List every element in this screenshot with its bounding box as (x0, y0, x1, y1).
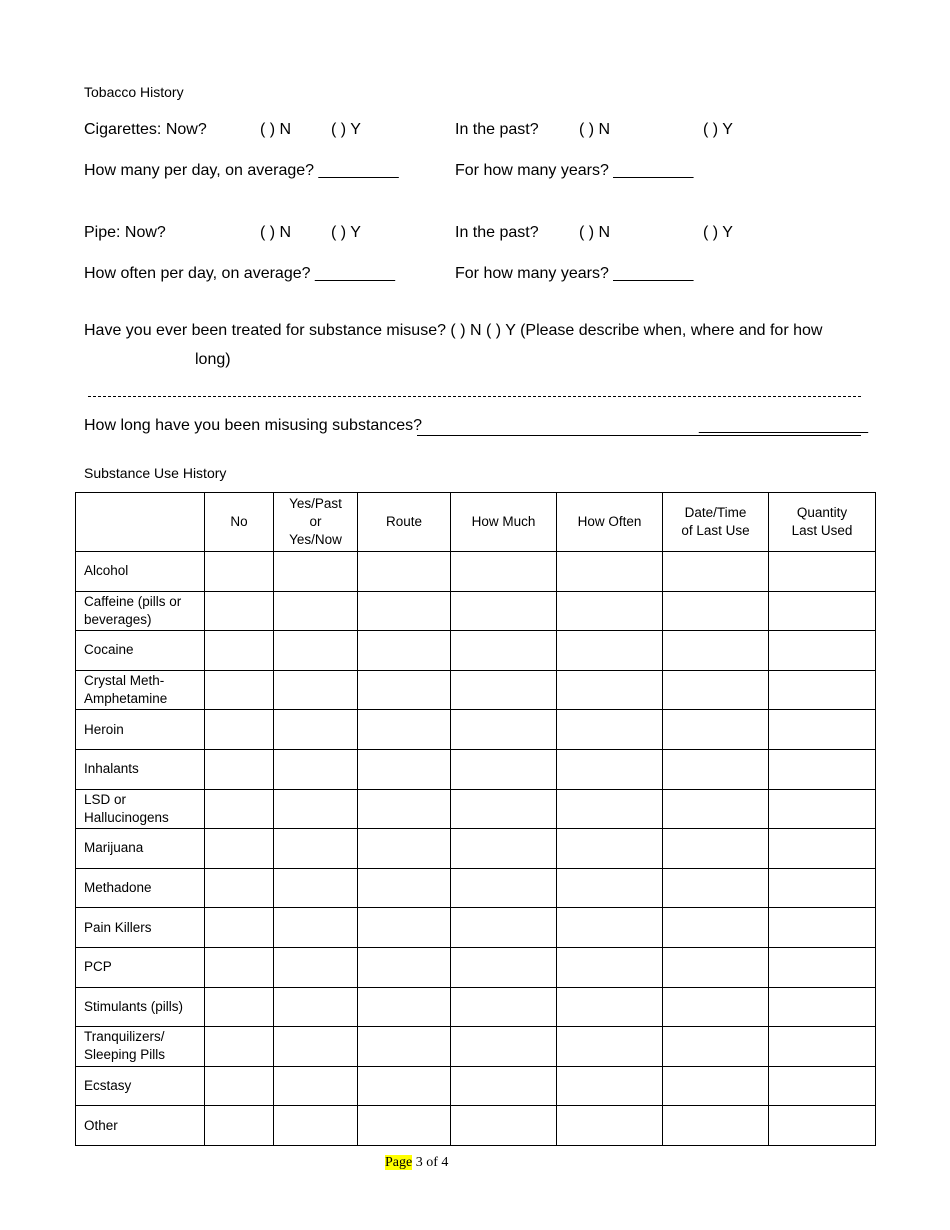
substance-cell[interactable] (358, 1106, 451, 1146)
substance-cell[interactable] (205, 789, 274, 829)
substance-cell[interactable] (274, 908, 358, 948)
substance-cell[interactable] (274, 1106, 358, 1146)
substance-cell[interactable] (663, 1027, 769, 1067)
treatment-answer-line[interactable] (88, 396, 861, 397)
substance-cell[interactable] (274, 789, 358, 829)
substance-cell[interactable] (274, 749, 358, 789)
substance-cell[interactable] (274, 947, 358, 987)
substance-cell[interactable] (274, 710, 358, 750)
substance-label: Stimulants (pills) (76, 987, 205, 1027)
substance-cell[interactable] (205, 1106, 274, 1146)
substance-cell[interactable] (557, 670, 663, 710)
substance-cell[interactable] (769, 710, 876, 750)
substance-cell[interactable] (205, 631, 274, 671)
substance-cell[interactable] (663, 1066, 769, 1106)
substance-label: Marijuana (76, 829, 205, 869)
substance-cell[interactable] (358, 789, 451, 829)
substance-cell[interactable] (358, 829, 451, 869)
misuse-duration-trailing: ___________________ (699, 417, 869, 434)
substance-cell[interactable] (557, 749, 663, 789)
substance-cell[interactable] (451, 987, 557, 1027)
substance-cell[interactable] (769, 829, 876, 869)
pipe-now-n-option[interactable]: ( ) N (260, 224, 292, 241)
substance-label: Ecstasy (76, 1066, 205, 1106)
substance-cell[interactable] (663, 789, 769, 829)
substance-cell[interactable] (205, 987, 274, 1027)
substance-cell[interactable] (557, 710, 663, 750)
substance-label: Caffeine (pills or beverages) (76, 591, 205, 631)
substance-cell[interactable] (663, 987, 769, 1027)
substance-cell[interactable] (358, 552, 451, 592)
substance-cell[interactable] (769, 1066, 876, 1106)
substance-cell[interactable] (557, 1106, 663, 1146)
substance-cell[interactable] (451, 670, 557, 710)
table-row (76, 1027, 876, 1067)
pipe-now-label: Pipe: Now? (84, 224, 166, 241)
header-no: No (205, 493, 274, 552)
substance-cell[interactable] (205, 749, 274, 789)
substance-cell[interactable] (557, 789, 663, 829)
substance-cell[interactable] (769, 1027, 876, 1067)
header-how-much: How Much (451, 493, 557, 552)
header-yes-past-now (274, 493, 358, 552)
table-row (76, 789, 876, 829)
treatment-question: Have you ever been treated for substance misuse? ( ) N ( ) Y (Please describe when, where and for how (84, 322, 823, 339)
substance-cell[interactable] (451, 710, 557, 750)
misuse-duration-answer-line[interactable] (417, 435, 861, 436)
substance-cell[interactable] (274, 631, 358, 671)
substance-cell[interactable] (663, 591, 769, 631)
substance-cell[interactable] (769, 947, 876, 987)
header-qty-line-1: Quantity (796, 505, 848, 520)
table-header-row (76, 493, 876, 552)
pipe-past-y-option[interactable]: ( ) Y (703, 224, 733, 241)
substance-cell[interactable] (205, 670, 274, 710)
table-row (76, 631, 876, 671)
substance-cell[interactable] (358, 1066, 451, 1106)
substance-cell[interactable] (274, 1066, 358, 1106)
substance-label: PCP (76, 947, 205, 987)
substance-cell[interactable] (769, 789, 876, 829)
substance-cell[interactable] (274, 868, 358, 908)
substance-cell[interactable] (274, 591, 358, 631)
header-date-time (663, 493, 769, 552)
substance-cell[interactable] (451, 947, 557, 987)
substance-cell[interactable] (557, 552, 663, 592)
substance-cell[interactable] (557, 987, 663, 1027)
substance-cell[interactable] (769, 749, 876, 789)
substance-label: Cocaine (76, 631, 205, 671)
substance-cell[interactable] (205, 710, 274, 750)
substance-cell[interactable] (663, 552, 769, 592)
substance-label: Alcohol (76, 552, 205, 592)
substance-cell[interactable] (663, 670, 769, 710)
substance-cell[interactable] (451, 749, 557, 789)
substance-cell[interactable] (358, 908, 451, 948)
table-row (76, 670, 876, 710)
table-row (76, 749, 876, 789)
cigarettes-now-n-option[interactable]: ( ) N (260, 121, 292, 138)
table-row (76, 947, 876, 987)
substance-label: Pain Killers (76, 908, 205, 948)
substance-cell[interactable] (663, 1106, 769, 1146)
substance-cell[interactable] (358, 868, 451, 908)
table-row (76, 908, 876, 948)
substance-cell[interactable] (358, 631, 451, 671)
table-row (76, 987, 876, 1027)
misuse-duration-question: How long have you been misusing substances? (84, 417, 422, 434)
substance-cell[interactable] (205, 868, 274, 908)
substance-cell[interactable] (451, 868, 557, 908)
page-word: Page (385, 1155, 413, 1170)
substance-cell[interactable] (274, 1027, 358, 1067)
substance-cell[interactable] (557, 947, 663, 987)
header-qty-line-2: Last Used (791, 523, 853, 538)
substance-cell[interactable] (663, 868, 769, 908)
substance-label: Tranquilizers/ Sleeping Pills (76, 1027, 205, 1067)
substance-cell[interactable] (205, 1066, 274, 1106)
substance-cell[interactable] (663, 947, 769, 987)
substance-cell[interactable] (663, 710, 769, 750)
table-row (76, 1106, 876, 1146)
pipe-years-field[interactable]: For how many years? _________ (455, 265, 694, 282)
substance-cell[interactable] (451, 908, 557, 948)
substance-cell[interactable] (205, 1027, 274, 1067)
substance-cell[interactable] (557, 1027, 663, 1067)
substance-label: Crystal Meth-Amphetamine (76, 670, 205, 710)
substance-cell[interactable] (358, 591, 451, 631)
substance-cell[interactable] (557, 1066, 663, 1106)
substance-cell[interactable] (769, 631, 876, 671)
substance-cell[interactable] (274, 552, 358, 592)
substance-cell[interactable] (358, 710, 451, 750)
cigarettes-past-y-option[interactable]: ( ) Y (703, 121, 733, 138)
substance-use-table (75, 492, 876, 1146)
table-row (76, 829, 876, 869)
header-yes-line-1: Yes/Past (289, 496, 342, 511)
page-count: 3 of 4 (412, 1155, 449, 1170)
cigarettes-years-field[interactable]: For how many years? _________ (455, 162, 694, 179)
header-how-often: How Often (557, 493, 663, 552)
cigarettes-now-y-option[interactable]: ( ) Y (331, 121, 361, 138)
substance-cell[interactable] (358, 1027, 451, 1067)
substance-cell[interactable] (557, 868, 663, 908)
page-number (385, 1155, 448, 1171)
header-yes-line-2: or (309, 514, 322, 529)
substance-cell[interactable] (451, 552, 557, 592)
table-row (76, 552, 876, 592)
header-date-line-1: Date/Time (684, 505, 747, 520)
pipe-per-day-field[interactable]: How often per day, on average? _________ (84, 265, 396, 282)
substance-cell[interactable] (205, 552, 274, 592)
substance-cell[interactable] (358, 947, 451, 987)
substance-cell[interactable] (769, 591, 876, 631)
substance-cell[interactable] (769, 1106, 876, 1146)
tobacco-heading: Tobacco History (84, 84, 184, 100)
substance-cell[interactable] (769, 868, 876, 908)
substance-cell[interactable] (663, 749, 769, 789)
substance-cell[interactable] (451, 591, 557, 631)
substance-cell[interactable] (451, 631, 557, 671)
substance-label: Methadone (76, 868, 205, 908)
substance-cell[interactable] (205, 591, 274, 631)
table-row (76, 591, 876, 631)
substance-label: LSD or Hallucinogens (76, 789, 205, 829)
substance-cell[interactable] (451, 1106, 557, 1146)
cigarettes-past-label: In the past? (455, 121, 539, 138)
substance-cell[interactable] (451, 1027, 557, 1067)
substance-cell[interactable] (451, 829, 557, 869)
substance-cell[interactable] (274, 670, 358, 710)
substance-cell[interactable] (663, 631, 769, 671)
substance-cell[interactable] (274, 987, 358, 1027)
substance-cell[interactable] (557, 631, 663, 671)
substance-cell[interactable] (557, 591, 663, 631)
header-quantity (769, 493, 876, 552)
substance-cell[interactable] (769, 987, 876, 1027)
table-row (76, 868, 876, 908)
header-substance (76, 493, 205, 552)
cigarettes-now-label: Cigarettes: Now? (84, 121, 207, 138)
substance-cell[interactable] (205, 947, 274, 987)
substance-cell[interactable] (557, 908, 663, 948)
table-row (76, 710, 876, 750)
table-row (76, 1066, 876, 1106)
substance-label: Heroin (76, 710, 205, 750)
cigarettes-per-day-field[interactable]: How many per day, on average? _________ (84, 162, 399, 179)
substance-label: Other (76, 1106, 205, 1146)
header-date-line-2: of Last Use (681, 523, 750, 538)
substance-cell[interactable] (769, 670, 876, 710)
substance-cell[interactable] (451, 789, 557, 829)
substance-cell[interactable] (769, 908, 876, 948)
substance-cell[interactable] (274, 829, 358, 869)
substance-cell[interactable] (358, 749, 451, 789)
pipe-now-y-option[interactable]: ( ) Y (331, 224, 361, 241)
header-yes-line-3: Yes/Now (289, 532, 342, 547)
substance-heading: Substance Use History (84, 465, 227, 481)
header-route: Route (358, 493, 451, 552)
pipe-past-n-option[interactable]: ( ) N (579, 224, 611, 241)
substance-cell[interactable] (358, 987, 451, 1027)
cigarettes-past-n-option[interactable]: ( ) N (579, 121, 611, 138)
substance-cell[interactable] (205, 908, 274, 948)
substance-cell[interactable] (451, 1066, 557, 1106)
pipe-past-label: In the past? (455, 224, 539, 241)
treatment-question-cont: long) (195, 351, 231, 368)
substance-cell[interactable] (557, 829, 663, 869)
substance-cell[interactable] (663, 829, 769, 869)
substance-cell[interactable] (358, 670, 451, 710)
substance-cell[interactable] (205, 829, 274, 869)
substance-cell[interactable] (663, 908, 769, 948)
substance-label: Inhalants (76, 749, 205, 789)
substance-cell[interactable] (769, 552, 876, 592)
